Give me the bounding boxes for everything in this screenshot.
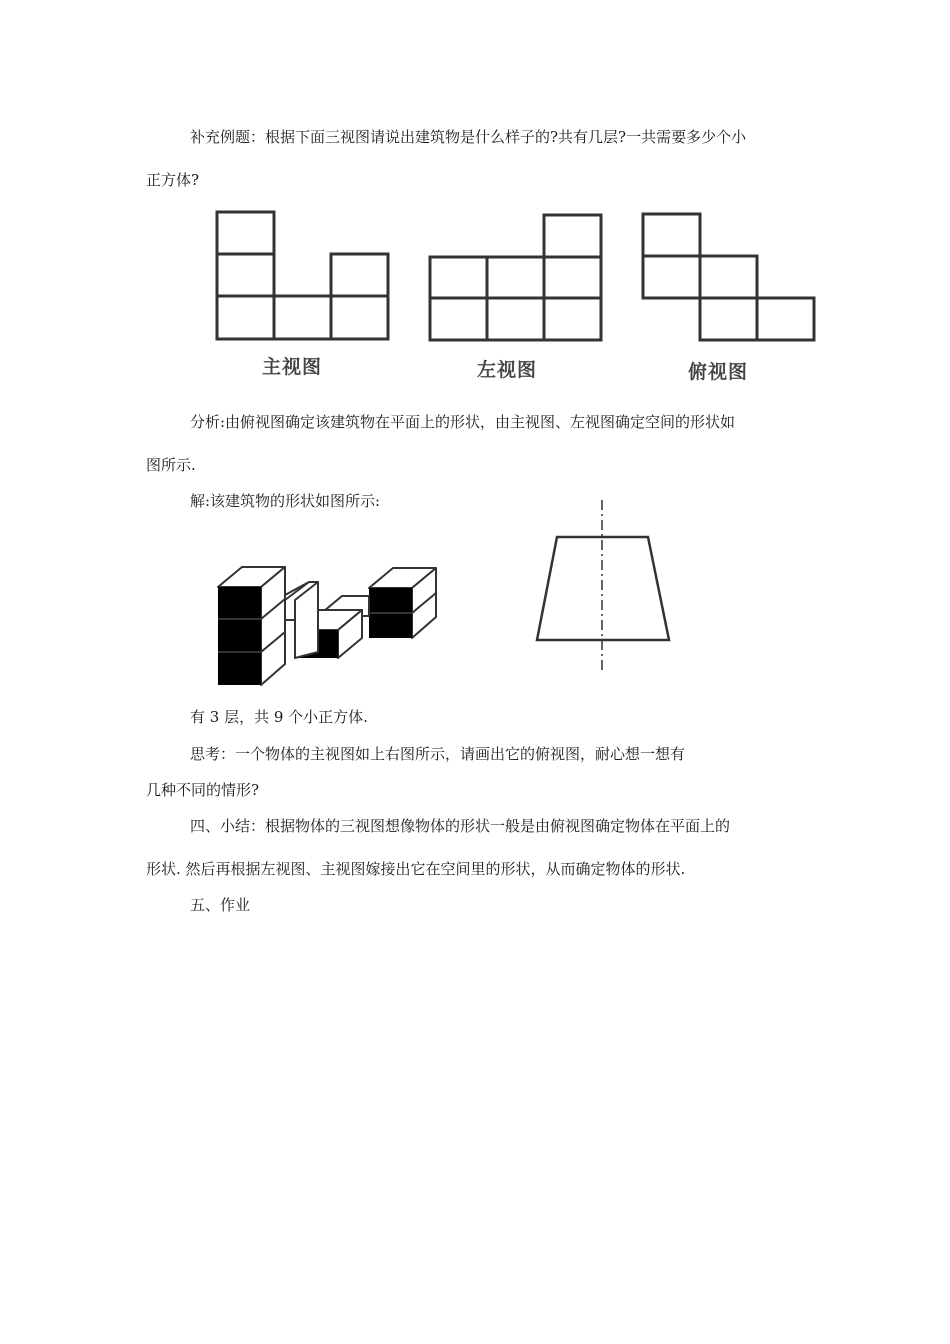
- front-view-label: 主视图: [262, 356, 323, 378]
- top-view-label: 俯视图: [688, 361, 749, 383]
- analysis-text-line1: 分析:由俯视图确定该建筑物在平面上的形状，由主视图、左视图确定空间的形状如: [190, 413, 736, 431]
- solution-text: 解:该建筑物的形状如图所示:: [190, 492, 381, 510]
- example-text-line2: 正方体?: [146, 171, 200, 189]
- summary-text-line2: 形状. 然后再根据左视图、主视图嫁接出它在空间里的形状，从而确定物体的形状.: [146, 860, 686, 878]
- left-view-label: 左视图: [477, 359, 538, 381]
- example-text-line1: 补充例题：根据下面三视图请说出建筑物是什么样子的?共有几层?一共需要多少个小: [190, 128, 747, 146]
- think-text-line1: 思考：一个物体的主视图如上右图所示，请画出它的俯视图，耐心想一想有: [190, 745, 686, 763]
- answer-text: 有 3 层，共 9 个小正方体.: [190, 708, 368, 726]
- think-text-line2: 几种不同的情形?: [146, 781, 260, 799]
- analysis-text-line2: 图所示.: [146, 456, 196, 474]
- homework-heading: 五、作业: [190, 896, 251, 914]
- summary-text-line1: 四、小结：根据物体的三视图想像物体的形状一般是由俯视图确定物体在平面上的: [190, 817, 731, 835]
